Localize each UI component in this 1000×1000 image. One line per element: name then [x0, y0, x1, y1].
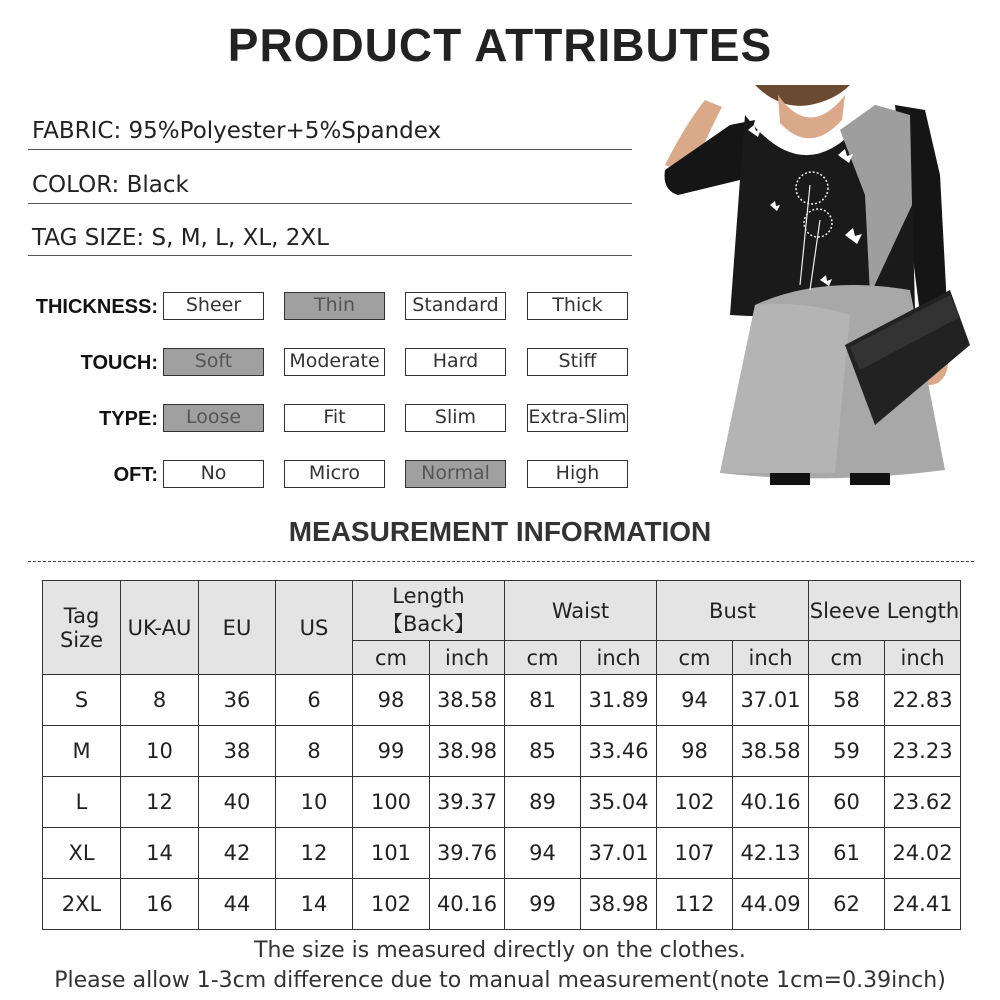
subheader-cm: cm — [809, 641, 885, 675]
header-sleeve-length: Sleeve Length — [809, 581, 961, 641]
subheader-cm: cm — [353, 641, 430, 675]
subheader-inch: inch — [885, 641, 961, 675]
table-cell: 44 — [199, 879, 276, 930]
option-thickness-sheer: Sheer — [163, 292, 264, 320]
table-cell: 35.04 — [581, 777, 657, 828]
tag-size-value: S, M, L, XL, 2XL — [151, 225, 329, 251]
option-thickness-thin: Thin — [284, 292, 385, 320]
color-value: Black — [126, 172, 189, 198]
table-cell: 16 — [121, 879, 199, 930]
option-oft-no: No — [163, 460, 264, 488]
table-cell: 99 — [505, 879, 581, 930]
table-cell: 58 — [809, 675, 885, 726]
table-cell: 23.23 — [885, 726, 961, 777]
table-cell: 40.16 — [430, 879, 505, 930]
table-cell: 81 — [505, 675, 581, 726]
table-body — [43, 675, 961, 930]
table-cell: 31.89 — [581, 675, 657, 726]
subheader-inch: inch — [733, 641, 809, 675]
table-cell: 44.09 — [733, 879, 809, 930]
table-cell: 42.13 — [733, 828, 809, 879]
option-touch-soft: Soft — [163, 348, 264, 376]
note-measured: The size is measured directly on the clothes. — [254, 938, 746, 963]
table-cell: 14 — [276, 879, 353, 930]
table-cell: S — [43, 675, 121, 726]
table-cell: 24.41 — [885, 879, 961, 930]
table-cell: 40.16 — [733, 777, 809, 828]
tag-size-label: TAG SIZE: — [32, 225, 145, 251]
fabric-value: 95%Polyester+5%Spandex — [128, 118, 442, 144]
type-label: TYPE: — [99, 408, 158, 430]
table-cell: 98 — [657, 726, 733, 777]
table-cell: 8 — [121, 675, 199, 726]
option-oft-high: High — [527, 460, 628, 488]
table-cell: 99 — [353, 726, 430, 777]
measurement-table — [42, 580, 961, 930]
product-photo — [660, 85, 975, 490]
page-title: PRODUCT ATTRIBUTES — [227, 19, 773, 71]
divider — [28, 203, 632, 204]
header-tag-size: Tag Size — [43, 581, 121, 675]
fabric-attribute — [32, 118, 632, 144]
table-cell: 38.58 — [733, 726, 809, 777]
table-cell: 38 — [199, 726, 276, 777]
table-cell: 94 — [657, 675, 733, 726]
header-eu: EU — [199, 581, 276, 675]
table-cell: 94 — [505, 828, 581, 879]
tag-size-attribute — [32, 225, 632, 251]
option-type-slim: Slim — [405, 404, 506, 432]
table-cell: 59 — [809, 726, 885, 777]
option-thickness-standard: Standard — [405, 292, 506, 320]
divider — [28, 149, 632, 150]
table-cell: 39.76 — [430, 828, 505, 879]
option-type-extra-slim: Extra-Slim — [527, 404, 628, 432]
table-cell: 40 — [199, 777, 276, 828]
table-cell: 24.02 — [885, 828, 961, 879]
subheader-inch: inch — [430, 641, 505, 675]
table-cell: 85 — [505, 726, 581, 777]
option-thickness-thick: Thick — [527, 292, 628, 320]
table-cell: 98 — [353, 675, 430, 726]
subheader-inch: inch — [581, 641, 657, 675]
table-cell: 101 — [353, 828, 430, 879]
dashed-divider — [28, 561, 974, 562]
table-cell: 33.46 — [581, 726, 657, 777]
option-type-fit: Fit — [284, 404, 385, 432]
table-cell: 102 — [657, 777, 733, 828]
table-cell: 14 — [121, 828, 199, 879]
table-cell: 12 — [121, 777, 199, 828]
measurement-title: MEASUREMENT INFORMATION — [288, 516, 712, 547]
fabric-label: FABRIC: — [32, 118, 122, 144]
subheader-cm: cm — [505, 641, 581, 675]
table-cell: 10 — [276, 777, 353, 828]
table-cell: 107 — [657, 828, 733, 879]
table-cell: 38.58 — [430, 675, 505, 726]
table-row — [43, 777, 961, 828]
thickness-label: THICKNESS: — [35, 296, 158, 318]
table-cell: 36 — [199, 675, 276, 726]
table-cell: 6 — [276, 675, 353, 726]
table-cell: 37.01 — [581, 828, 657, 879]
table-cell: 100 — [353, 777, 430, 828]
color-label: COLOR: — [32, 172, 120, 198]
table-row — [43, 675, 961, 726]
table-cell: 12 — [276, 828, 353, 879]
oft-label: OFT: — [113, 464, 158, 486]
header-bust: Bust — [657, 581, 809, 641]
table-cell: M — [43, 726, 121, 777]
header-us: US — [276, 581, 353, 675]
table-cell: 89 — [505, 777, 581, 828]
option-touch-stiff: Stiff — [527, 348, 628, 376]
option-type-loose: Loose — [163, 404, 264, 432]
note-difference: Please allow 1-3cm difference due to manual measurement(note 1cm=0.39inch) — [54, 968, 946, 993]
table-cell: 23.62 — [885, 777, 961, 828]
touch-label: TOUCH: — [80, 352, 158, 374]
subheader-cm: cm — [657, 641, 733, 675]
table-cell: 37.01 — [733, 675, 809, 726]
table-cell: 42 — [199, 828, 276, 879]
option-touch-hard: Hard — [405, 348, 506, 376]
table-cell: XL — [43, 828, 121, 879]
option-oft-micro: Micro — [284, 460, 385, 488]
table-cell: 22.83 — [885, 675, 961, 726]
header-uk-au: UK-AU — [121, 581, 199, 675]
table-cell: 112 — [657, 879, 733, 930]
table-cell: 8 — [276, 726, 353, 777]
table-cell: 38.98 — [430, 726, 505, 777]
color-attribute — [32, 172, 632, 198]
table-cell: 61 — [809, 828, 885, 879]
table-cell: 60 — [809, 777, 885, 828]
header-length: Length 【Back】 — [353, 581, 505, 641]
table-cell: 102 — [353, 879, 430, 930]
table-cell: L — [43, 777, 121, 828]
table-cell: 39.37 — [430, 777, 505, 828]
table-cell: 10 — [121, 726, 199, 777]
table-row — [43, 828, 961, 879]
table-row — [43, 726, 961, 777]
header-waist: Waist — [505, 581, 657, 641]
table-cell: 38.98 — [581, 879, 657, 930]
option-touch-moderate: Moderate — [284, 348, 385, 376]
divider — [28, 255, 632, 256]
table-cell: 62 — [809, 879, 885, 930]
table-cell: 2XL — [43, 879, 121, 930]
table-row — [43, 879, 961, 930]
option-oft-normal: Normal — [405, 460, 506, 488]
